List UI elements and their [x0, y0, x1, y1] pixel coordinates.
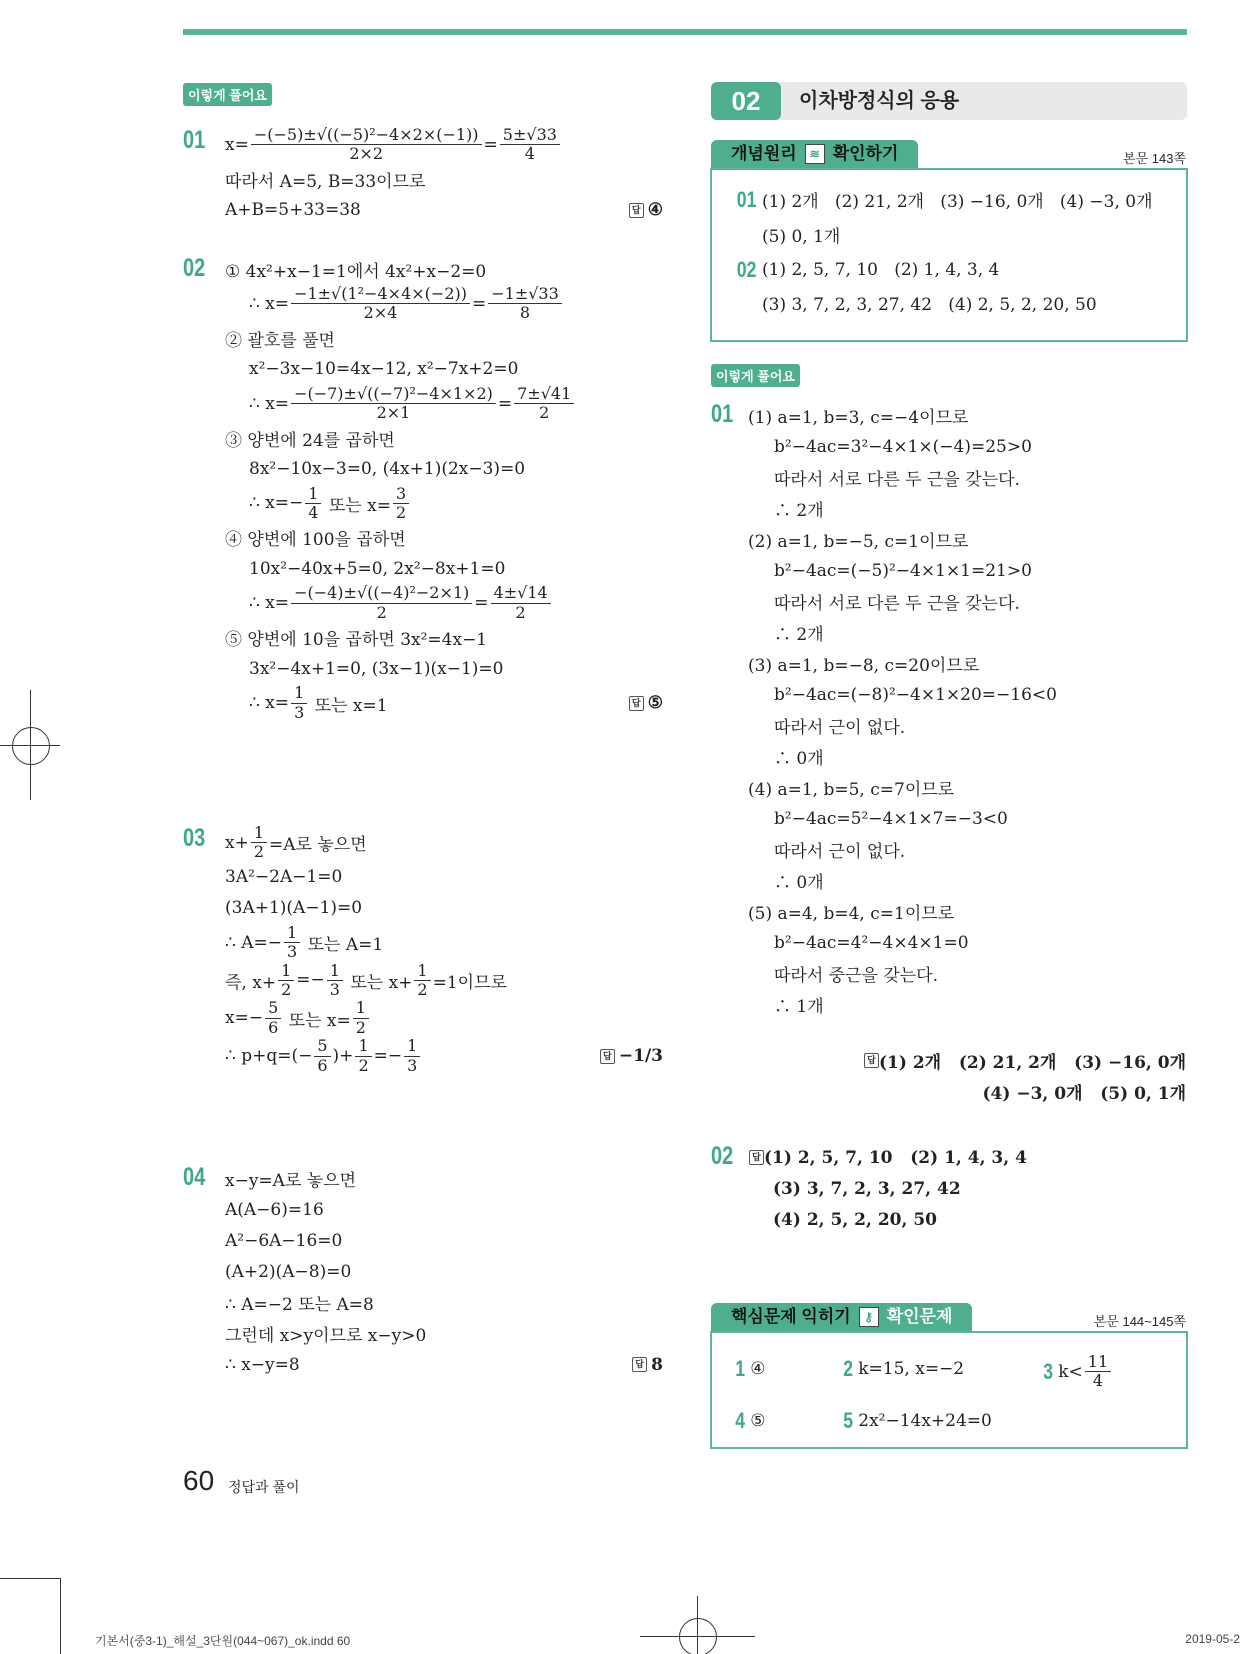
fraction — [514, 385, 574, 423]
fraction — [500, 126, 560, 164]
math-text: ∴ x= — [249, 293, 290, 314]
file-slug: 기본서(중3-1)_해설_3단원(044~067)_ok.indd 60 — [95, 1634, 351, 1648]
solution-line — [748, 834, 1187, 865]
math-text: = — [497, 393, 513, 414]
math-text: = — [483, 134, 498, 155]
math-text: ∴ 2개 — [774, 625, 824, 645]
item-number: 5 — [843, 1407, 854, 1433]
math-text: 따라서 근이 없다. — [774, 718, 906, 738]
concept-answer: (1) 2개 (2) 21, 2개 (3) −16, 0개 (4) −3, 0개 — [762, 192, 1153, 212]
problem — [183, 126, 663, 226]
problem-number: 02 — [711, 1142, 734, 1170]
footer-label: 정답과 풀이 — [228, 1479, 300, 1495]
numerator: 1 — [355, 1037, 371, 1056]
math-text: (2) a=1, b=−5, c=1이므로 — [748, 532, 969, 552]
concept-row — [734, 287, 1186, 322]
math-text: b²−4ac=(−8)²−4×1×20=−16<0 — [774, 684, 1057, 705]
fraction — [488, 285, 562, 323]
solution-line — [225, 924, 663, 962]
math-text: A²−6A−16=0 — [225, 1230, 343, 1251]
top-rule — [183, 29, 1187, 35]
core-tab — [711, 1303, 972, 1331]
math-text: x=− — [225, 1008, 264, 1029]
math-text: (5) a=4, b=4, c=1이므로 — [748, 904, 955, 924]
solution-line — [225, 522, 663, 553]
solution-line — [225, 195, 663, 226]
math-text: 따라서 서로 다른 두 근을 갖는다. — [774, 594, 1020, 614]
numerator: 1 — [327, 962, 343, 981]
solution-line — [225, 893, 663, 924]
answer-value: ⑤ — [647, 693, 663, 714]
problem — [183, 1163, 663, 1380]
core-answer: ④ — [750, 1358, 766, 1379]
math-text: ④ 양변에 100을 곱하면 — [225, 530, 406, 551]
item-number: 3 — [1043, 1358, 1054, 1384]
section-number: 02 — [711, 82, 781, 120]
numerator: −1±√(1²−4×4×(−2)) — [291, 285, 470, 304]
fraction — [393, 485, 409, 523]
core-item — [734, 1353, 766, 1384]
concept-answer: (1) 2, 5, 7, 10 (2) 1, 4, 3, 4 — [762, 259, 1000, 280]
math-text: 즉, x+ — [225, 972, 277, 993]
solution-line — [748, 865, 1187, 896]
numerator: 1 — [353, 999, 369, 1018]
denominator: 2×2 — [349, 144, 384, 164]
concept-row — [734, 252, 1186, 287]
math-text: ∴ x−y=8 — [225, 1354, 300, 1375]
math-text: 따라서 A=5, B=33이므로 — [225, 171, 426, 192]
solution-line — [748, 431, 1187, 462]
solution-line — [748, 617, 1187, 648]
crop-mark — [60, 1578, 61, 1654]
math-text: ∴ A=− — [225, 932, 282, 953]
numerator: −(−4)±√((−4)²−2×1) — [291, 584, 472, 603]
fraction — [265, 999, 281, 1037]
page-number: 60 — [183, 1465, 215, 1496]
key-icon: ⚷ — [859, 1307, 879, 1327]
solution-line — [748, 896, 1187, 927]
math-text: ∴ 2개 — [774, 501, 824, 521]
math-text: ∴ A=−2 또는 A=8 — [225, 1295, 374, 1315]
answer-mark-icon: 답 — [864, 1053, 879, 1068]
math-text: 따라서 중근을 갖는다. — [774, 966, 939, 986]
denominator: 4 — [524, 144, 535, 164]
core-answer: k=15, x=−2 — [858, 1358, 965, 1379]
math-text: =1이므로 — [432, 972, 507, 993]
fraction — [404, 1037, 420, 1075]
answer-row: (1) 2, 5, 7, 10 (2) 1, 4, 3, 4 — [764, 1147, 1027, 1168]
solution-line — [225, 1163, 663, 1194]
numerator: 5 — [314, 1037, 330, 1056]
fraction — [327, 962, 343, 1000]
solution-line — [225, 684, 663, 722]
math-text: (A+2)(A−8)=0 — [225, 1261, 352, 1282]
solution-line — [225, 454, 663, 485]
fraction — [291, 385, 496, 423]
concept-page-ref: 본문 143쪽 — [1123, 151, 1186, 166]
concept-tab-label: 개념원리 — [731, 144, 797, 163]
denominator: 3 — [294, 702, 305, 722]
solution-line — [225, 385, 663, 423]
solution-line — [225, 164, 663, 195]
fraction — [305, 485, 321, 523]
solution-line — [748, 741, 1187, 772]
answer — [629, 693, 663, 713]
denominator: 8 — [519, 303, 531, 323]
math-text: ∴ x=− — [249, 493, 304, 514]
numerator: 11 — [1085, 1353, 1111, 1372]
solution-line — [225, 1349, 663, 1380]
solution-line — [225, 323, 663, 354]
denominator: 2 — [539, 403, 550, 423]
numerator: 7±√41 — [514, 385, 574, 404]
fraction — [291, 584, 472, 622]
math-text: 3A²−2A−1=0 — [225, 867, 343, 888]
core-tab-label: 핵심문제 익히기 — [731, 1307, 851, 1326]
denominator: 4 — [308, 502, 319, 522]
item-number: 4 — [735, 1407, 746, 1433]
item-number: 02 — [736, 256, 757, 282]
item-number: 01 — [736, 186, 757, 212]
math-text: b²−4ac=4²−4×4×1=0 — [774, 932, 969, 953]
solution-line — [225, 1037, 663, 1075]
registration-mark — [679, 1618, 717, 1654]
numerator: 1 — [251, 824, 267, 843]
solution-line — [748, 803, 1187, 834]
math-text: 따라서 서로 다른 두 근을 갖는다. — [774, 470, 1020, 490]
core-item — [734, 1405, 766, 1436]
math-text: A+B=5+33=38 — [225, 200, 361, 221]
math-text: A(A−6)=16 — [225, 1199, 324, 1220]
math-text: )+ — [332, 1046, 354, 1067]
fraction — [491, 584, 551, 622]
solution-line — [748, 586, 1187, 617]
fraction — [278, 962, 294, 1000]
concept-box — [710, 168, 1188, 342]
solution-line — [225, 999, 663, 1037]
solution-line — [748, 772, 1187, 803]
denominator: 4 — [1092, 1371, 1104, 1391]
math-text: 그런데 x>y이므로 x−y>0 — [225, 1326, 427, 1346]
concept-tab-sub: 확인하기 — [832, 144, 899, 163]
core-item — [1042, 1353, 1113, 1391]
math-text: ∴ x= — [249, 593, 290, 614]
fraction — [355, 1037, 371, 1075]
numerator: 5 — [265, 999, 281, 1018]
core-item — [842, 1405, 992, 1436]
answer — [632, 1355, 663, 1375]
math-text: =A로 놓으면 — [269, 835, 367, 856]
concept-row — [734, 217, 1186, 252]
crop-mark — [0, 1578, 60, 1579]
solution-line — [225, 1256, 663, 1287]
math-text: 따라서 근이 없다. — [774, 842, 906, 862]
denominator: 2 — [417, 979, 428, 999]
problem-number: 01 — [711, 400, 734, 428]
problem — [711, 400, 1187, 1020]
denominator: 6 — [268, 1017, 279, 1037]
answer-row: (3) 3, 7, 2, 3, 27, 42 — [773, 1178, 961, 1199]
math-text: =− — [373, 1046, 403, 1067]
math-text: 또는 A=1 — [302, 935, 384, 956]
math-text: 또는 x+ — [344, 972, 413, 993]
math-text: ∴ x= — [249, 393, 290, 414]
numerator: 1 — [305, 485, 321, 504]
solution-line — [748, 710, 1187, 741]
solution-line — [748, 555, 1187, 586]
solution-line — [748, 524, 1187, 555]
solution-badge: 이렇게 풀어요 — [183, 83, 272, 106]
fraction — [291, 285, 470, 323]
numerator: 1 — [284, 924, 300, 943]
solution-line — [225, 1225, 663, 1256]
numerator: 1 — [404, 1037, 420, 1056]
problem-lines — [225, 126, 663, 226]
numerator: 5±√33 — [500, 126, 560, 145]
math-text: ① 4x²+x−1=1에서 4x²+x−2=0 — [225, 262, 487, 282]
item-number: 2 — [843, 1355, 854, 1381]
problem-number: 03 — [183, 824, 206, 852]
math-text: ⑤ 양변에 10을 곱하면 3x²=4x−1 — [225, 630, 488, 651]
math-text: 또는 x= — [283, 1010, 351, 1031]
solution-badge-right: 이렇게 풀어요 — [711, 364, 800, 387]
math-text: (4) a=1, b=5, c=7이므로 — [748, 780, 955, 800]
denominator: 2 — [358, 1055, 369, 1075]
numerator: −1±√33 — [488, 285, 562, 304]
problem — [183, 254, 663, 722]
solution-line — [748, 400, 1187, 431]
fraction — [314, 1037, 330, 1075]
core-page-ref: 본문 144~145쪽 — [1093, 1314, 1186, 1329]
answer-row: (4) 2, 5, 2, 20, 50 — [773, 1209, 937, 1230]
p01-answer — [864, 1045, 1186, 1107]
denominator: 2×4 — [363, 303, 398, 323]
problem-lines — [225, 254, 663, 722]
concept-row — [734, 182, 1186, 217]
math-text: x²−3x−10=4x−12, x²−7x+2=0 — [249, 359, 519, 380]
section-title: 이차방정식의 응용 — [799, 90, 960, 112]
core-answer: 2x²−14x+24=0 — [858, 1410, 992, 1431]
answer-mark-icon: 답 — [600, 1049, 615, 1064]
math-text: 3x²−4x+1=0, (3x−1)(x−1)=0 — [249, 658, 504, 679]
solution-line — [225, 622, 663, 653]
solution-line — [225, 423, 663, 454]
concept-answer: (3) 3, 7, 2, 3, 27, 42 (4) 2, 5, 2, 20, 50 — [762, 294, 1097, 315]
numerator: 1 — [414, 962, 430, 981]
math-text: 또는 x= — [323, 495, 391, 516]
math-text: = — [474, 593, 489, 614]
solution-line — [748, 493, 1187, 524]
solution-line — [225, 584, 663, 622]
denominator: 2 — [281, 979, 292, 999]
item-number: 1 — [735, 1355, 746, 1381]
math-text: b²−4ac=3²−4×1×(−4)=25>0 — [774, 436, 1032, 457]
core-box — [710, 1331, 1188, 1449]
denominator: 2×1 — [376, 403, 411, 423]
concept-answer: (5) 0, 1개 — [762, 227, 841, 247]
answer-mark-icon: 답 — [632, 1357, 647, 1372]
solution-line — [748, 648, 1187, 679]
answer-mark-icon: 답 — [629, 696, 644, 711]
core-answer: k< — [1058, 1361, 1083, 1382]
answer — [600, 1046, 663, 1066]
answer-row: (4) −3, 0개 (5) 0, 1개 — [982, 1084, 1186, 1104]
solution-line — [748, 927, 1187, 958]
math-text: ∴ 0개 — [774, 749, 824, 769]
fraction — [284, 924, 300, 962]
problem-number: 01 — [183, 126, 206, 154]
solution-line — [225, 824, 663, 862]
answer-value: −1/3 — [618, 1046, 663, 1067]
registration-mark — [12, 727, 50, 765]
denominator: 2 — [395, 502, 407, 522]
math-text: b²−4ac=(−5)²−4×1×1=21>0 — [774, 560, 1032, 581]
math-text: x−y=A로 놓으면 — [225, 1171, 357, 1191]
solution-line — [748, 679, 1187, 710]
answer-mark-icon: 답 — [629, 203, 644, 218]
problem-number: 02 — [183, 254, 206, 282]
solution-line — [225, 1318, 663, 1349]
solution-line — [225, 485, 663, 523]
chart-icon: ≋ — [805, 144, 825, 164]
section-header — [711, 82, 1187, 120]
numerator: 4±√14 — [491, 584, 551, 603]
math-text: ∴ x= — [249, 693, 290, 714]
answer-value: 8 — [651, 1354, 663, 1375]
math-text: ③ 양변에 24를 곱하면 — [225, 430, 395, 451]
numerator: −(−7)±√((−7)²−4×1×2) — [291, 385, 496, 404]
fraction — [414, 962, 430, 1000]
math-text: x= — [225, 134, 249, 155]
math-text: =− — [296, 970, 325, 991]
solution-line — [225, 354, 663, 385]
denominator: 2 — [376, 602, 387, 622]
problem-lines — [748, 400, 1187, 1020]
denominator: 3 — [287, 942, 298, 962]
solution-line — [748, 462, 1187, 493]
denominator: 3 — [329, 979, 340, 999]
math-text: x+ — [225, 832, 249, 853]
problem-number: 04 — [183, 1163, 206, 1191]
answer-value: ④ — [647, 200, 663, 221]
math-text: 10x²−40x+5=0, 2x²−8x+1=0 — [249, 558, 506, 579]
math-text: 또는 x=1 — [309, 695, 388, 716]
numerator: 1 — [278, 962, 294, 981]
core-item — [842, 1353, 964, 1384]
solution-line — [225, 126, 663, 164]
core-tab-sub: 확인문제 — [886, 1307, 953, 1326]
fraction — [251, 126, 482, 164]
solution-line — [225, 862, 663, 893]
solution-line — [225, 254, 663, 285]
numerator: −(−5)±√((−5)²−4×2×(−1)) — [251, 126, 482, 145]
denominator: 2 — [253, 842, 265, 862]
denominator: 3 — [407, 1055, 418, 1075]
math-text: ② 괄호를 풀면 — [225, 330, 335, 351]
answer-row: (1) 2개 (2) 21, 2개 (3) −16, 0개 — [879, 1053, 1186, 1073]
core-answer: ⑤ — [750, 1410, 766, 1431]
denominator: 2 — [355, 1017, 366, 1037]
solution-line — [225, 962, 663, 1000]
math-text: = — [471, 293, 487, 314]
right-problem-02 — [711, 1142, 1187, 1235]
math-text: ∴ 0개 — [774, 873, 824, 893]
solution-line — [225, 1194, 663, 1225]
math-text: ∴ 1개 — [774, 997, 824, 1017]
problem — [183, 824, 663, 1075]
solution-line — [225, 653, 663, 684]
math-text: (3) a=1, b=−8, c=20이므로 — [748, 656, 980, 676]
fraction — [353, 999, 369, 1037]
numerator: 3 — [393, 485, 409, 504]
math-text: 8x²−10x−3=0, (4x+1)(2x−3)=0 — [249, 459, 526, 480]
fraction — [1085, 1353, 1111, 1391]
solution-line — [225, 1287, 663, 1318]
math-text: (3A+1)(A−1)=0 — [225, 898, 363, 919]
solution-line — [748, 958, 1187, 989]
math-text: (1) a=1, b=3, c=−4이므로 — [748, 408, 969, 428]
concept-tab — [711, 140, 918, 168]
answer — [629, 200, 663, 220]
fraction — [251, 824, 267, 862]
math-text: ∴ p+q=(− — [225, 1046, 313, 1067]
math-text: b²−4ac=5²−4×1×7=−3<0 — [774, 808, 1008, 829]
denominator: 2 — [515, 602, 526, 622]
numerator: 1 — [291, 684, 307, 703]
denominator: 6 — [317, 1055, 328, 1075]
solution-line — [225, 553, 663, 584]
fraction — [291, 684, 307, 722]
problem-lines — [225, 1163, 663, 1380]
solution-line — [225, 285, 663, 323]
print-date: 2019-05-2 — [1185, 1632, 1240, 1646]
answer-mark-icon: 답 — [749, 1150, 764, 1165]
problem-lines — [225, 824, 663, 1075]
solution-line — [748, 989, 1187, 1020]
